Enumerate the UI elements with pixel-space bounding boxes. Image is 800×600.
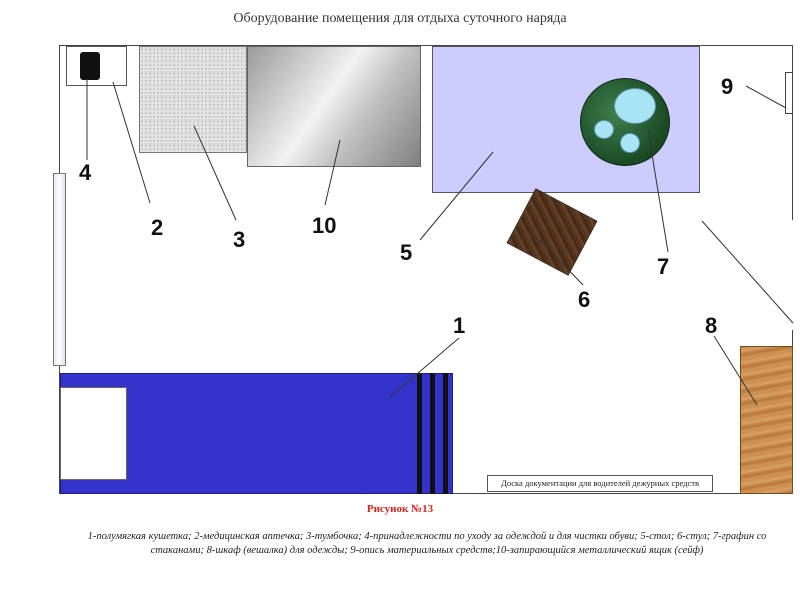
figure-legend: 1-полумягкая кушетка; 2-медицинская аптечка; 3-тумбочка; 4-принадлежности по уходу за одеждой и для чистки обуви; 5-стол; 6-стул; 7-графин со стаканами; 8-шкаф (вешалка) для одежды; 9-опись материальных средств;10-запирающийся металлический ящик (сейф) bbox=[87, 531, 767, 557]
leader-7 bbox=[648, 130, 668, 252]
label-4: 4 bbox=[79, 160, 92, 185]
label-9: 9 bbox=[721, 74, 734, 99]
label-2: 2 bbox=[151, 215, 164, 240]
door-line bbox=[702, 221, 793, 323]
leader-9 bbox=[746, 86, 786, 108]
label-3: 3 bbox=[233, 227, 246, 252]
leader-1 bbox=[390, 338, 459, 397]
leader-3 bbox=[194, 126, 236, 220]
label-10: 10 bbox=[312, 213, 337, 238]
label-7: 7 bbox=[657, 254, 670, 279]
label-8: 8 bbox=[705, 313, 718, 338]
documentation-board: Доска документации для водителей дежурных средств bbox=[487, 475, 713, 492]
diagram-title: Оборудование помещения для отдыха суточного наряда bbox=[233, 11, 567, 26]
leader-6 bbox=[540, 240, 583, 285]
figure-caption: Рисунок №13 bbox=[366, 503, 434, 515]
label-1: 1 bbox=[453, 313, 466, 338]
label-6: 6 bbox=[578, 287, 591, 312]
leader-10 bbox=[325, 140, 340, 205]
leader-5 bbox=[420, 152, 493, 240]
leader-2 bbox=[113, 82, 150, 203]
leader-8 bbox=[714, 336, 757, 405]
label-5: 5 bbox=[400, 240, 413, 265]
